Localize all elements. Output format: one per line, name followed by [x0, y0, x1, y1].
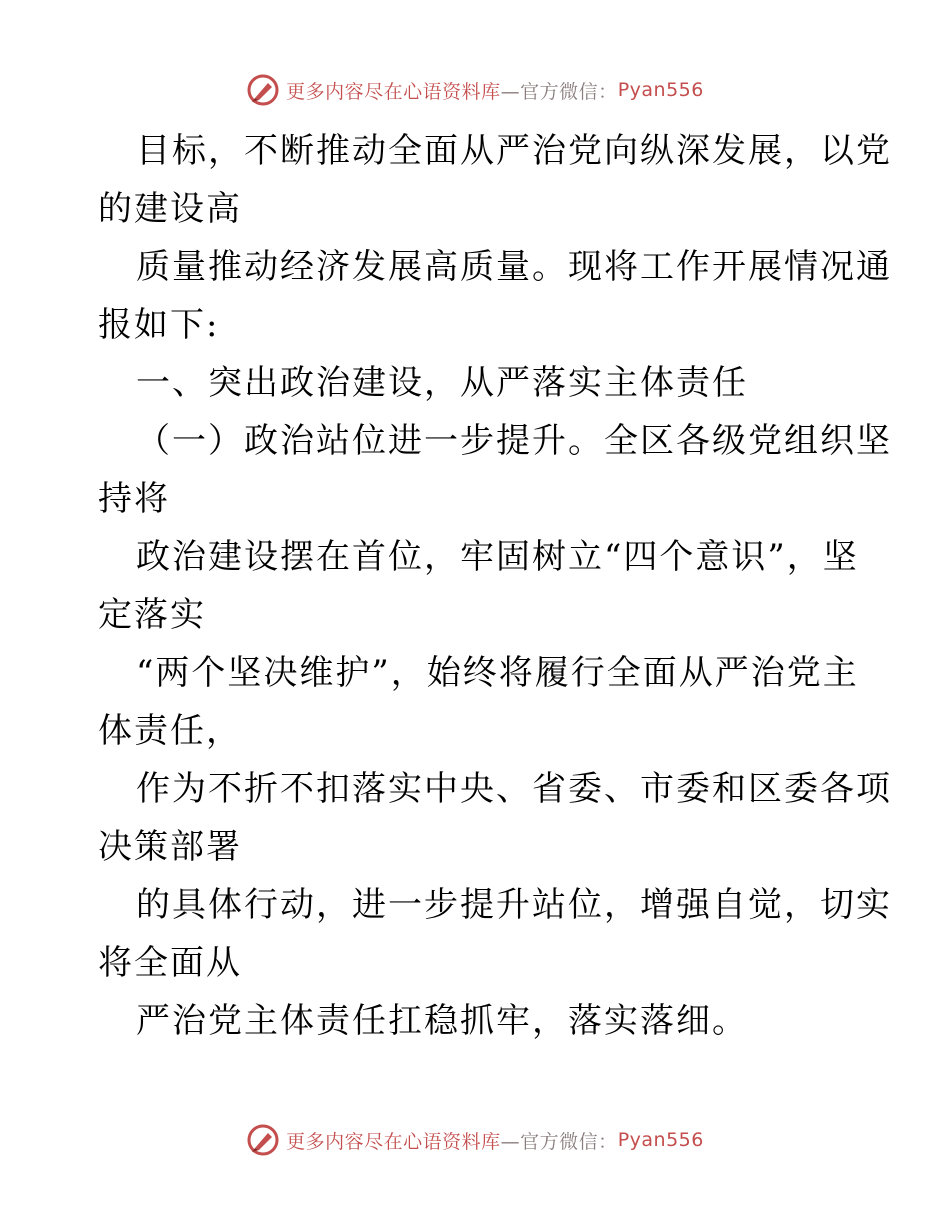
text-line: 政治建设摆在首位，牢固树立“四个意识”，坚	[136, 537, 859, 577]
text-line: 报如下:	[98, 305, 220, 345]
text-line: 一、突出政治建设，从严落实主体责任	[136, 363, 748, 403]
text-line: 质量推动经济发展高质量。现将工作开展情况通	[136, 247, 892, 287]
pen-nib-logo-icon	[246, 73, 280, 107]
banner-wechat-id: Pyan556	[617, 79, 704, 101]
banner-wechat-id: Pyan556	[617, 1129, 704, 1151]
text-line: 的建设高	[98, 189, 242, 229]
text-line: 持将	[98, 479, 170, 519]
pen-nib-logo-icon	[246, 1123, 280, 1157]
header-banner	[0, 70, 950, 110]
footer-banner	[0, 1120, 950, 1160]
text-line: 决策部署	[98, 827, 242, 867]
banner-separator: —官方微信：	[500, 1130, 618, 1153]
text-line: （一）政治站位进一步提升。全区各级党组织坚	[136, 421, 892, 461]
document-body	[98, 122, 892, 1050]
text-line: 体责任，	[98, 711, 242, 751]
text-line: 目标，不断推动全面从严治党向纵深发展，以党	[136, 131, 892, 171]
banner-main-text: 更多内容尽在心语资料库	[286, 1130, 501, 1153]
text-line: 将全面从	[98, 943, 242, 983]
text-line: 作为不折不扣落实中央、省委、市委和区委各项	[136, 769, 892, 809]
text-line: “两个坚决维护”，始终将履行全面从严治党主	[136, 653, 859, 693]
text-line: 的具体行动，进一步提升站位，增强自觉，切实	[136, 885, 892, 925]
banner-main-text: 更多内容尽在心语资料库	[286, 80, 501, 103]
text-line: 严治党主体责任扛稳抓牢，落实落细。	[136, 1001, 748, 1041]
text-line: 定落实	[98, 595, 206, 635]
banner-separator: —官方微信：	[500, 80, 618, 103]
